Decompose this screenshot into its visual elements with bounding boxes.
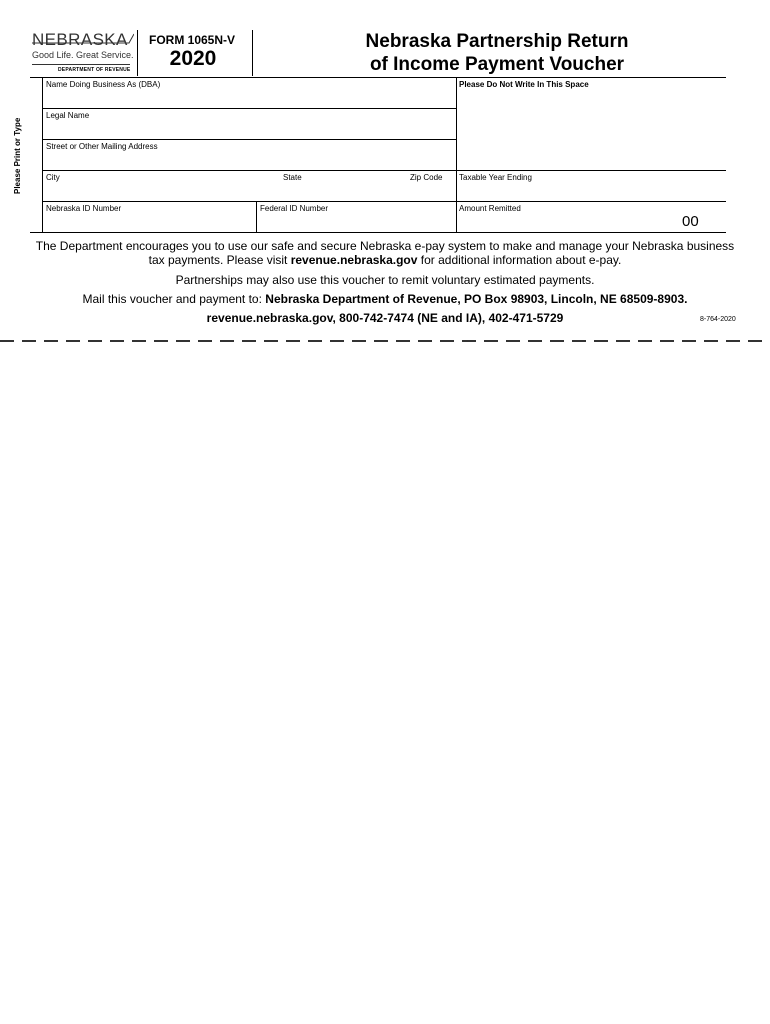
grid-id-divider <box>256 201 257 232</box>
state-field-label: State <box>283 173 302 182</box>
logo-wordmark: NEBRASKA <box>32 30 128 49</box>
grid-rule-city <box>42 170 726 171</box>
legal-name-field-label: Legal Name <box>46 111 90 120</box>
mailing-address: Nebraska Department of Revenue, PO Box 98903, Lincoln, NE 68509-8903. <box>265 292 688 306</box>
epay-text-end: for additional information about e-pay. <box>417 253 622 267</box>
logo-rule <box>32 64 130 65</box>
form-title-line1: Nebraska Partnership Return <box>365 31 629 52</box>
amount-remitted-field-label: Amount Remitted <box>459 204 521 213</box>
grid-rule-address <box>42 139 456 140</box>
federal-id-field-label: Federal ID Number <box>260 204 329 213</box>
logo-department: DEPARTMENT OF REVENUE <box>58 67 131 73</box>
header-divider-left <box>137 30 138 76</box>
zip-field-label: Zip Code <box>410 173 443 182</box>
form-year: 2020 <box>169 47 217 70</box>
grid-center-divider <box>456 77 457 232</box>
epay-text-start: The Department encourages you to use our safe and secure Nebraska e-pay system to make and manage your Nebraska business tax payments. Please visit <box>35 239 735 267</box>
form-number: 8-764-2020 <box>700 316 736 323</box>
do-not-write-label: Please Do Not Write In This Space <box>459 80 589 89</box>
tax-year-field-label: Taxable Year Ending <box>459 173 532 182</box>
dba-field-label: Name Doing Business As (DBA) <box>46 80 161 89</box>
amount-cents: 00 <box>682 213 699 230</box>
grid-left-border <box>42 77 43 232</box>
mailing-intro: Mail this voucher and payment to: <box>82 292 266 306</box>
city-field-label: City <box>46 173 60 182</box>
form-title-line2: of Income Payment Voucher <box>369 54 625 75</box>
form-code: FORM 1065N-V <box>149 33 236 47</box>
logo-tagline: Good Life. Great Service. <box>32 50 134 60</box>
address-field-label: Street or Other Mailing Address <box>46 142 158 151</box>
grid-top-rule <box>30 77 726 78</box>
nebraska-revenue-logo <box>30 30 134 76</box>
grid-rule-legal <box>42 108 456 109</box>
grid-rule-ids <box>42 201 726 202</box>
nebraska-id-field-label: Nebraska ID Number <box>46 204 122 213</box>
epay-link[interactable]: revenue.nebraska.gov <box>290 253 418 267</box>
print-or-type-label: Please Print or Type <box>13 117 22 194</box>
cut-line <box>0 340 770 342</box>
estimated-payments-note: Partnerships may also use this voucher to remit voluntary estimated payments. <box>175 273 595 287</box>
epay-paragraph <box>30 239 740 267</box>
mailing-instructions <box>30 292 740 306</box>
grid-bottom-rule <box>30 232 726 233</box>
contact-info: revenue.nebraska.gov, 800-742-7474 (NE and IA), 402-471-5729 <box>206 311 564 325</box>
